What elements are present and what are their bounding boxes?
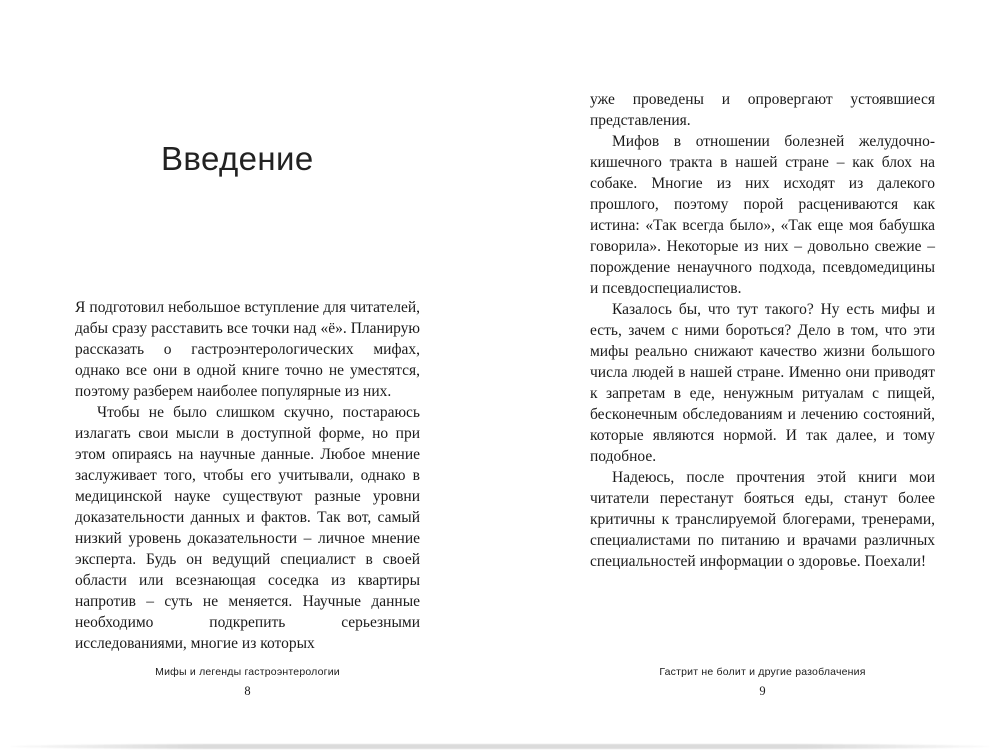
- chapter-title: Введение: [161, 140, 314, 177]
- book-bottom-edge-shadow: [10, 744, 990, 749]
- body-paragraph: уже проведены и опровергают устоявшиеся представления.: [590, 91, 935, 129]
- right-page-body: [590, 89, 935, 572]
- left-page: [75, 0, 420, 750]
- running-title-right: Гастрит не болит и другие разоблачения: [659, 666, 866, 678]
- left-page-body: [75, 297, 420, 654]
- page-number-right: 9: [759, 684, 766, 698]
- running-title-left: Мифы и легенды гастроэнтерологии: [155, 666, 340, 678]
- right-page: [590, 0, 935, 750]
- body-paragraph: Надеюсь, после прочтения этой книги мои читатели перестанут бояться еды, станут более критичны к транслируемой блогерами, тренерами, специалистами по питанию и врачами различных специальностей информации о здоровье. Поехали!: [590, 469, 935, 570]
- page-number-left: 8: [244, 684, 251, 698]
- body-paragraph: Мифов в отношении болезней желудочно-кишечного тракта в нашей стране – как блох на собаке. Многие из них исходят из далекого прошлого, поэтому порой расцениваются как истина: «Так всегда было», «Так еще моя бабушка говорила». Некоторые из них – довольно свежие – порождение ненаучного подхода, псевдомедицины и псевдоспециалистов.: [590, 133, 935, 297]
- body-paragraph: Я подготовил небольшое вступление для читателей, дабы сразу расставить все точки над «ё». Планирую рассказать о гастроэнтерологических мифах, однако все они в одной книге точно не уместятся, поэтому разберем наиболее популярные из них.: [75, 299, 420, 400]
- body-paragraph: Казалось бы, что тут такого? Ну есть мифы и есть, зачем с ними бороться? Дело в том, что эти мифы реально снижают качество жизни большого числа людей в нашей стране. Именно они приводят к запретам в еде, ненужным ритуалам с пищей, бесконечным обследованиям и лечению состояний, которые являются нормой. И так далее, и тому подобное.: [590, 301, 935, 465]
- body-paragraph: Чтобы не было слишком скучно, постараюсь излагать свои мысли в доступной форме, но при этом опираясь на научные данные. Любое мнение заслуживает того, чтобы его учитывали, однако в медицинской науке существуют разные уровни доказательности данных и фактов. Так вот, самый низкий уровень доказательности – личное мнение эксперта. Будь он ведущий специалист в своей области или всезнающая соседка из квартиры напротив – суть не меняется. Научные данные необходимо подкрепить серьезными исследованиями, многие из которых: [75, 404, 420, 652]
